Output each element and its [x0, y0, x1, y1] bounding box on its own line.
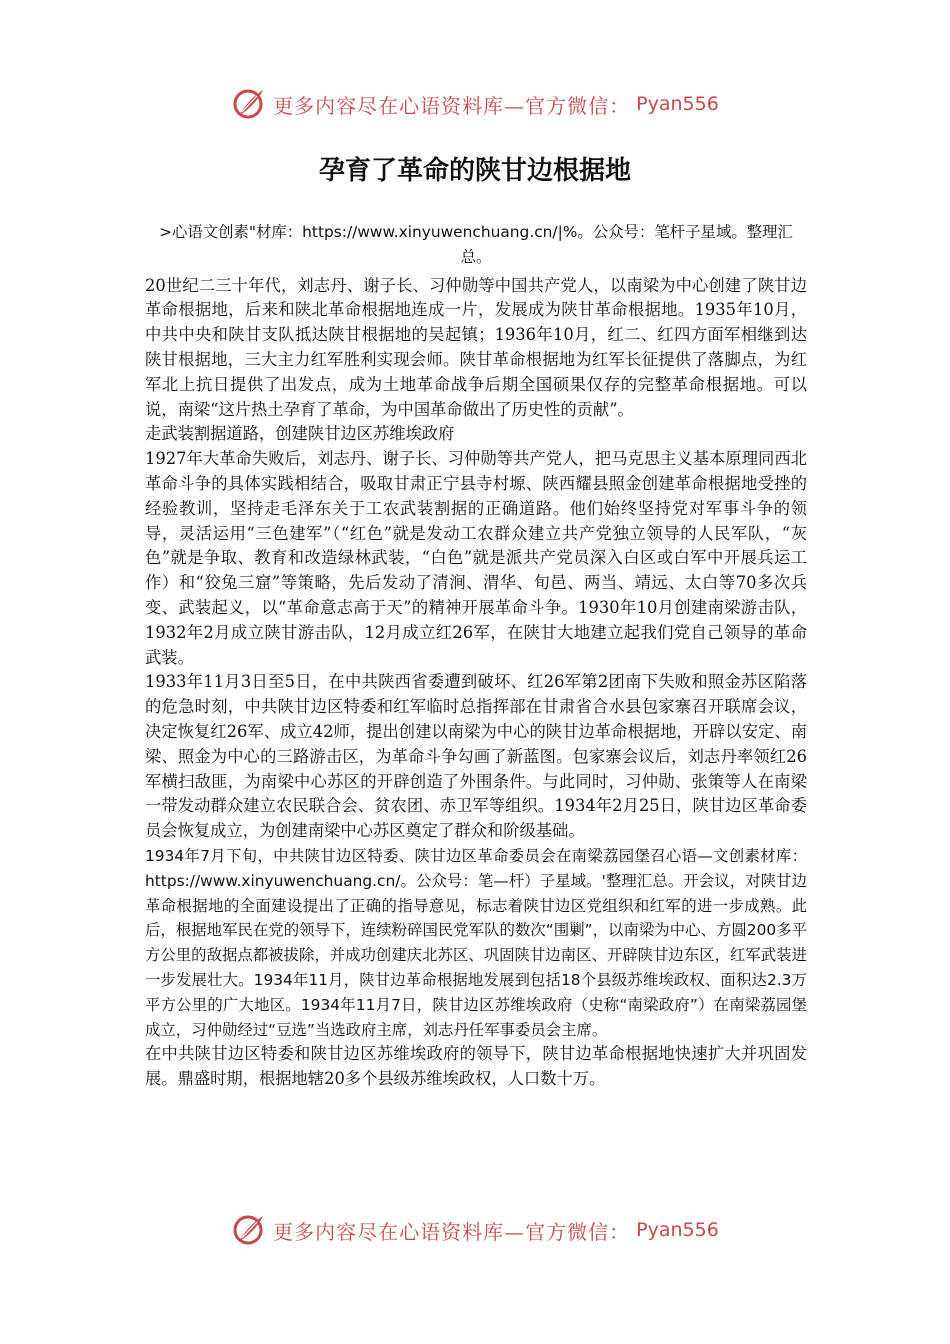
banner-text: 更多内容尽在心语资料库—官方微信：	[273, 1219, 631, 1244]
paragraph-1927: 1927年大革命失败后，刘志丹、谢子长、习仲勋等共产党人，把马克思主义基本原理同西北革命斗争的具体实践相结合，吸取甘肃正宁县寺村塬、陕西耀县照金创建革命根据地受挫的经验教训，坚持走毛泽东关于工农武装割据的正确道路。他们始终坚持党对军事斗争的领导，灵活运用“三色建军”（“红色”就是发动工农群众建立共产党独立领导的人民军队，“灰色”就是争取、教育和改造绿林武装，“白色”就是派共产党员深入白区或白军中开展兵运工作）和“狡兔三窟”等策略，先后发动了清涧、渭华、旬邑、两当、靖远、太白等70多次兵变、武装起义，以“革命意志高于天”的精神开展革命斗争。1930年10月创建南梁游击队，1932年2月成立陕甘游击队，12月成立红26军，在陕甘大地建立起我们党自己领导的革命武装。	[145, 449, 807, 667]
paragraph-conclusion: 在中共陕甘边区特委和陕甘边区苏维埃政府的领导下，陕甘边革命根据地快速扩大并巩固发展。鼎盛时期，根据地辖20多个县级苏维埃政权，人口数十万。	[145, 1044, 807, 1089]
paragraph-1933: 1933年11月3日至5日，在中共陕西省委遭到破坏、红26军第2团南下失败和照金苏区陷落的危急时刻，中共陕甘边区特委和红军临时总指挥部在甘肃省合水县包家寨召开联席会议，决定恢复红26军、成立42师，提出创建以南梁为中心的陕甘边革命根据地，开辟以安定、南梁、照金为中心的三路游击区，为革命斗争勾画了新蓝图。包家寨会议后，刘志丹率领红26军横扫敌匪，为南梁中心苏区的开辟创造了外围条件。与此同时，习仲勋、张策等人在南梁一带发动群众建立农民联合会、贫农团、赤卫军等组织。1934年2月25日，陕甘边区革命委员会恢复成立，为创建南梁中心苏区奠定了群众和阶级基础。	[145, 672, 807, 841]
page-title: 孕育了革命的陕甘边根据地	[318, 156, 631, 186]
footer-banner	[0, 1210, 950, 1250]
header-banner	[0, 84, 950, 124]
banner-handle: Pyan556	[636, 1219, 719, 1241]
banner-text: 更多内容尽在心语资料库—官方微信：	[273, 93, 631, 118]
paragraph-intro: 20世纪二三十年代，刘志丹、谢子长、习仲勋等中国共产党人，以南梁为中心创建了陕甘边革命根据地，后来和陕北革命根据地连成一片，发展成为陕甘革命根据地。1935年10月，中共中央和陕甘支队抵达陕甘根据地的吴起镇；1936年10月，红二、红四方面军相继到达陕甘根据地，三大主力红军胜利实现会师。陕甘革命根据地为红军长征提供了落脚点，为红军北上抗日提供了出发点，成为土地革命战争后期全国硕果仅存的完整革命根据地。可以说，南梁“这片热土孕育了革命，为中国革命做出了历史性的贡献”。	[145, 275, 807, 419]
section-heading: 走武装割据道路，创建陕甘边区苏维埃政府	[145, 424, 455, 444]
paragraph-1934: 1934年7月下旬，中共陕甘边区特委、陕甘边区革命委员会在南梁荔园堡召心语—文创素材库：https://www.xinyuwenchuang.cn/。公众号：笔—杆）子星域。'整理汇总。开会议，对陕甘边革命根据地的全面建设提出了正确的指导意见，标志着陕甘边区党组织和红军的进一步成熟。此后，根据地军民在党的领导下，连续粉碎国民党军队的数次“围剿”，以南梁为中心、方圆200多平方公里的敌据点都被拔除，并成功创建庆北苏区、巩固陕甘边南区、开辟陕甘边东区，红军武装进一步发展壮大。1934年11月，陕甘边革命根据地发展到包括18个县级苏维埃政权、面积达2.3万平方公里的广大地区。1934年11月7日，陕甘边区苏维埃政府（史称“南梁政府”）在南梁荔园堡成立，习仲勋经过“豆选”当选政府主席，刘志丹任军事委员会主席。	[145, 846, 807, 1039]
document-body	[145, 220, 807, 1092]
source-note: >心语文创素"材库：https://www.xinyuwenchuang.cn/|%。公众号：笔杆子星域。整理汇总。	[159, 223, 793, 266]
quill-logo-icon	[231, 86, 267, 122]
quill-logo-icon	[231, 1212, 267, 1248]
banner-handle: Pyan556	[636, 93, 719, 115]
